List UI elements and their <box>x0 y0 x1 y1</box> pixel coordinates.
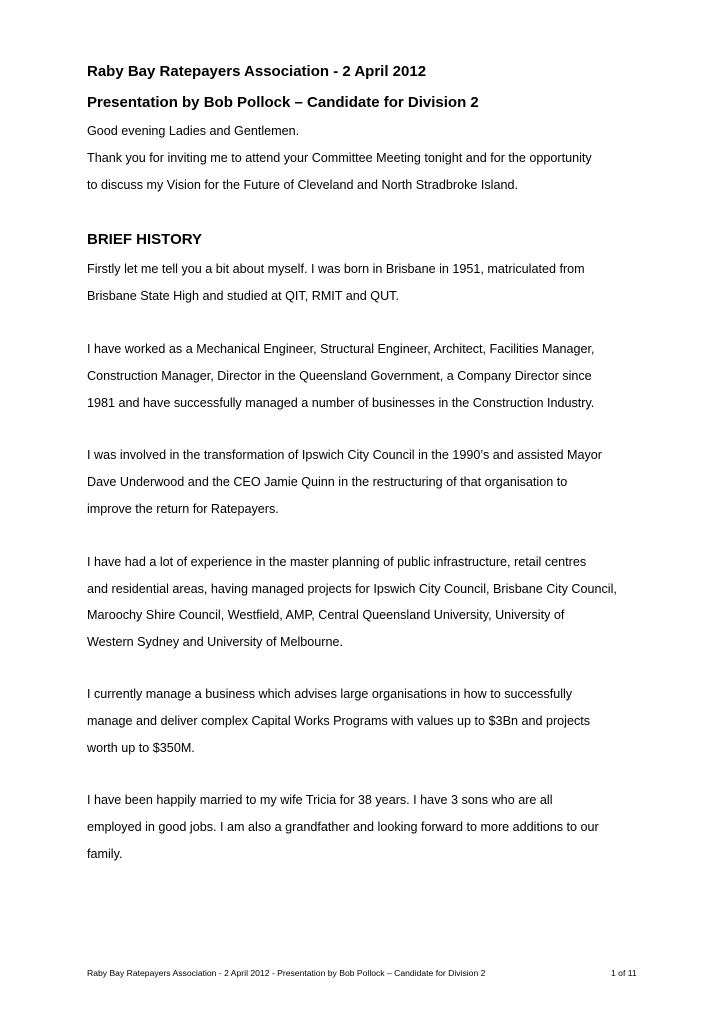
paragraph-line: Firstly let me tell you a bit about myself. I was born in Brisbane in 1951, matriculated from <box>87 262 585 276</box>
paragraph-line: 1981 and have successfully managed a number of businesses in the Construction Industry. <box>87 396 595 410</box>
page-number: 1 of 11 <box>611 968 637 978</box>
paragraph-line: manage and deliver complex Capital Works Programs with values up to $3Bn and projects <box>87 714 591 728</box>
section-heading: BRIEF HISTORY <box>87 231 203 248</box>
paragraph-line: I have worked as a Mechanical Engineer, Structural Engineer, Architect, Facilities Manager, <box>87 342 595 356</box>
document-title: Raby Bay Ratepayers Association - 2 April 2012 <box>87 63 427 80</box>
paragraph-line: Dave Underwood and the CEO Jamie Quinn in the restructuring of that organisation to <box>87 475 568 489</box>
footer-text: Raby Bay Ratepayers Association - 2 April 2012 - Presentation by Bob Pollock – Candidate for Division 2 <box>87 968 486 978</box>
paragraph-line: Maroochy Shire Council, Westfield, AMP, Central Queensland University, University of <box>87 608 565 622</box>
paragraph-line: family. <box>87 847 123 861</box>
paragraph-line: I was involved in the transformation of Ipswich City Council in the 1990’s and assisted Mayor <box>87 448 602 462</box>
document-subtitle: Presentation by Bob Pollock – Candidate for Division 2 <box>87 94 479 111</box>
paragraph-line: improve the return for Ratepayers. <box>87 502 279 516</box>
paragraph-line: I have been happily married to my wife Tricia for 38 years. I have 3 sons who are all <box>87 793 553 807</box>
paragraph-line: and residential areas, having managed projects for Ipswich City Council, Brisbane City Council, <box>87 582 617 596</box>
intro-line: to discuss my Vision for the Future of Cleveland and North Stradbroke Island. <box>87 178 518 192</box>
paragraph-line: I currently manage a business which advises large organisations in how to successfully <box>87 687 573 701</box>
paragraph-line: I have had a lot of experience in the master planning of public infrastructure, retail centres <box>87 555 587 569</box>
paragraph-line: Western Sydney and University of Melbourne. <box>87 635 343 649</box>
greeting-line: Good evening Ladies and Gentlemen. <box>87 124 300 138</box>
paragraph-line: Construction Manager, Director in the Queensland Government, a Company Director since <box>87 369 592 383</box>
paragraph-line: worth up to $350M. <box>87 741 195 755</box>
intro-line: Thank you for inviting me to attend your Committee Meeting tonight and for the opportunity <box>87 151 592 165</box>
paragraph-line: employed in good jobs. I am also a grandfather and looking forward to more additions to our <box>87 820 599 834</box>
paragraph-line: Brisbane State High and studied at QIT, RMIT and QUT. <box>87 289 399 303</box>
